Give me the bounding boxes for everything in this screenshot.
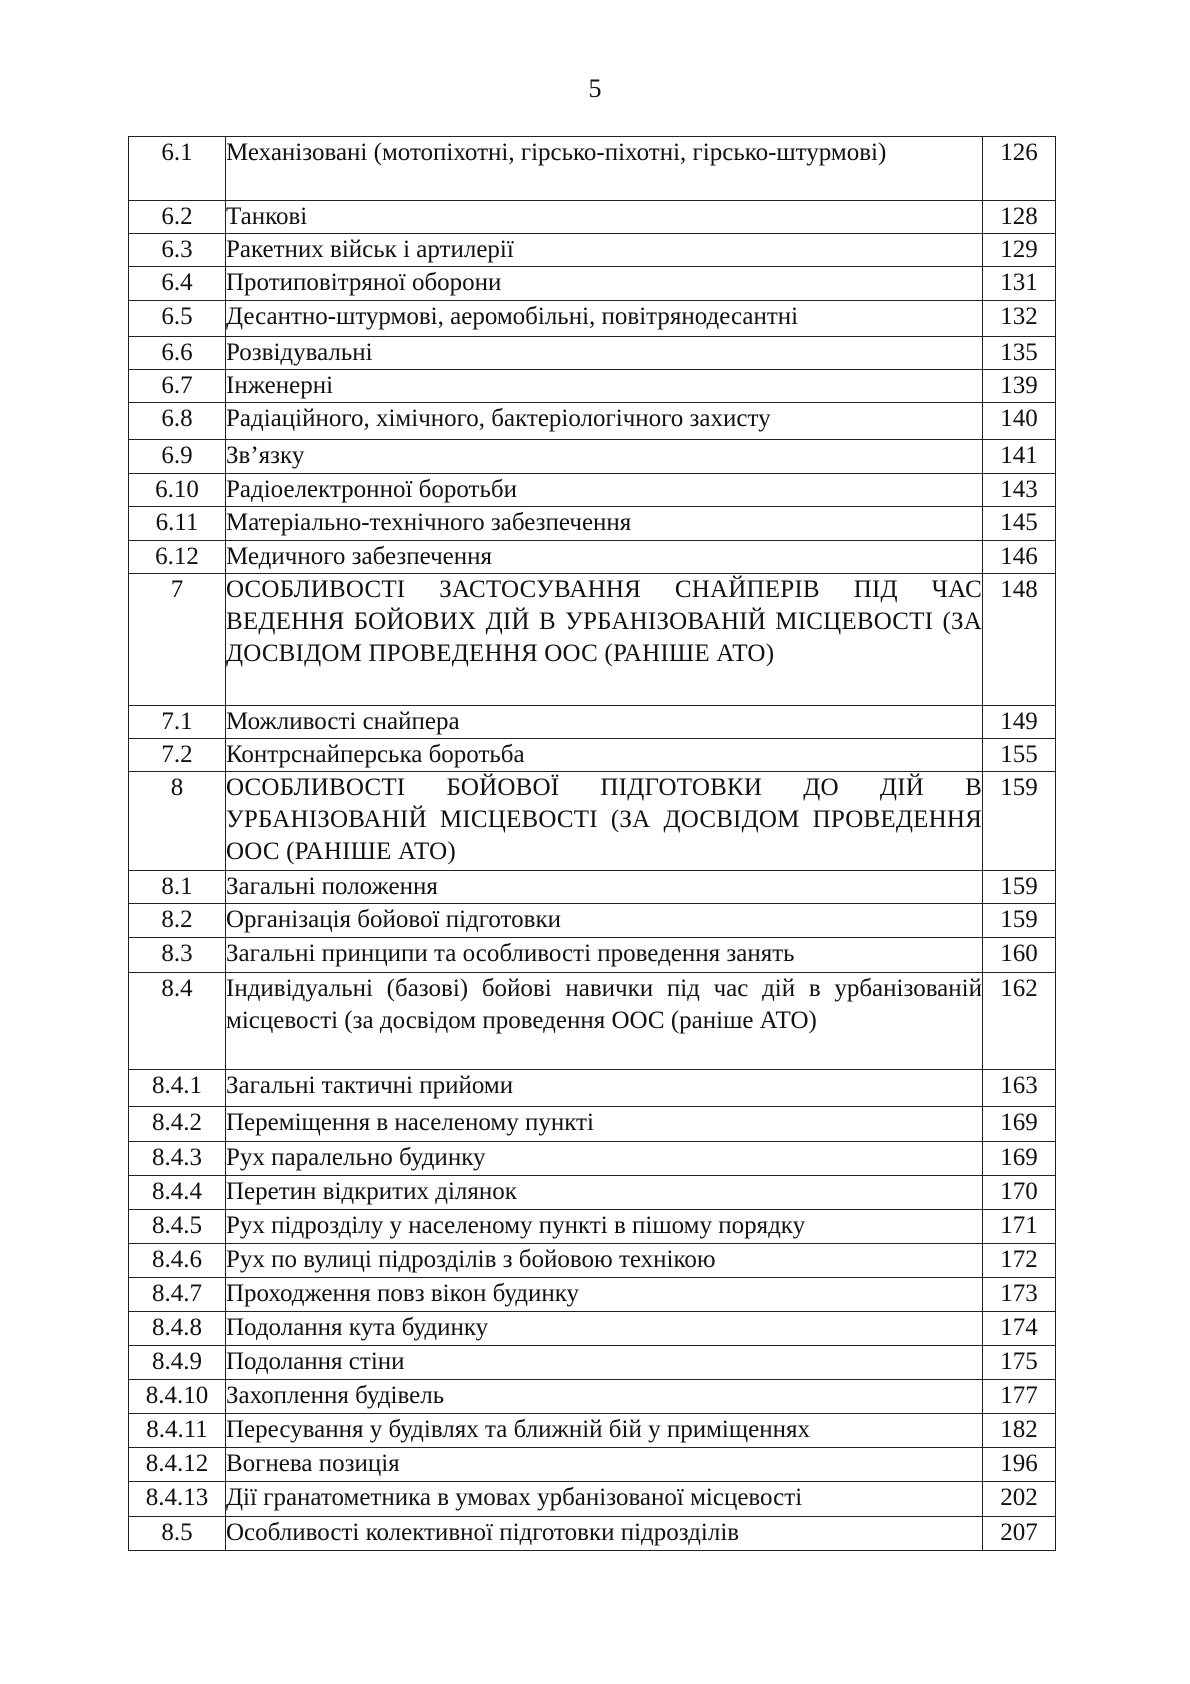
page-ref: 139 [983,370,1056,403]
toc-row [129,973,1056,1070]
page-ref: 159 [983,772,1056,871]
page-ref: 171 [983,1210,1056,1244]
section-number: 6.4 [129,267,226,301]
section-title: Розвідувальні [226,337,983,370]
section-title: Радіаційного, хімічного, бактеріологічного захисту [226,403,983,440]
section-number: 6.7 [129,370,226,403]
section-number: 6.12 [129,541,226,574]
section-title: Загальні тактичні прийоми [226,1070,983,1107]
section-title: Індивідуальні (базові) бойові навички під час дій в урбанізованій місцевості (за досвідом проведення ООС (раніше АТО) [226,973,983,1070]
page-ref: 177 [983,1380,1056,1414]
page-ref: 159 [983,871,1056,904]
toc-row [129,739,1056,772]
page-ref: 132 [983,301,1056,337]
section-title: Радіоелектронної боротьби [226,474,983,507]
toc-row [129,337,1056,370]
toc-row [129,1414,1056,1448]
page-ref: 126 [983,137,1056,201]
section-number: 8.3 [129,938,226,973]
toc-row [129,1142,1056,1176]
section-number: 8.4.8 [129,1312,226,1346]
section-title: Можливості снайпера [226,706,983,739]
section-title: Матеріально-технічного забезпечення [226,507,983,541]
section-title: Медичного забезпечення [226,541,983,574]
section-title: Переміщення в населеному пункті [226,1107,983,1142]
page-ref: 155 [983,739,1056,772]
section-number: 8 [129,772,226,871]
section-title: ОСОБЛИВОСТІ ЗАСТОСУВАННЯ СНАЙПЕРІВ ПІД ЧАС ВЕДЕННЯ БОЙОВИХ ДІЙ В УРБАНІЗОВАНІЙ МІСЦЕВОСТІ (ЗА ДОСВІДОМ ПРОВЕДЕННЯ ООС (РАНІШЕ АТО) [226,574,983,706]
toc-row [129,1448,1056,1482]
page-ref: 145 [983,507,1056,541]
page-ref: 148 [983,574,1056,706]
section-title: Зв’язку [226,440,983,474]
section-title: Рух по вулиці підрозділів з бойовою технікою [226,1244,983,1278]
toc-row [129,574,1056,706]
page-ref: 169 [983,1107,1056,1142]
page-ref: 169 [983,1142,1056,1176]
section-number: 8.4.5 [129,1210,226,1244]
page-ref: 160 [983,938,1056,973]
section-title: Інженерні [226,370,983,403]
section-number: 8.4.11 [129,1414,226,1448]
section-title: Десантно-штурмові, аеромобільні, повітрянодесантні [226,301,983,337]
page-ref: 196 [983,1448,1056,1482]
page-ref: 175 [983,1346,1056,1380]
section-number: 6.6 [129,337,226,370]
page-ref: 159 [983,904,1056,938]
page-number: 5 [588,74,602,103]
page-ref: 128 [983,201,1056,234]
toc-row [129,474,1056,507]
toc-row [129,1312,1056,1346]
toc-row [129,1210,1056,1244]
section-number: 8.4.7 [129,1278,226,1312]
toc-row [129,403,1056,440]
section-title: Вогнева позиція [226,1448,983,1482]
section-number: 8.4.4 [129,1176,226,1210]
page-ref: 170 [983,1176,1056,1210]
section-title: Перетин відкритих ділянок [226,1176,983,1210]
section-number: 8.4.3 [129,1142,226,1176]
page-ref: 162 [983,973,1056,1070]
section-number: 6.8 [129,403,226,440]
toc-row [129,1380,1056,1414]
section-title: Рух підрозділу у населеному пункті в пішому порядку [226,1210,983,1244]
section-number: 8.4 [129,973,226,1070]
page-ref: 207 [983,1517,1056,1551]
section-number: 6.11 [129,507,226,541]
page-ref: 129 [983,234,1056,267]
page-ref: 146 [983,541,1056,574]
section-title: Протиповітряної оборони [226,267,983,301]
section-title: Контрснайперська боротьба [226,739,983,772]
section-title: Загальні принципи та особливості проведення занять [226,938,983,973]
section-title: Механізовані (мотопіхотні, гірсько-піхотні, гірсько-штурмові) [226,137,983,201]
toc-row [129,1070,1056,1107]
toc-row [129,301,1056,337]
toc-row [129,904,1056,938]
section-title: ОСОБЛИВОСТІ БОЙОВОЇ ПІДГОТОВКИ ДО ДІЙ В УРБАНІЗОВАНІЙ МІСЦЕВОСТІ (ЗА ДОСВІДОМ ПРОВЕДЕННЯ ООС (РАНІШЕ АТО) [226,772,983,871]
section-title: Подолання стіни [226,1346,983,1380]
toc-body [129,137,1056,1551]
section-number: 7.1 [129,706,226,739]
toc-row [129,370,1056,403]
toc-row [129,1482,1056,1517]
toc-row [129,267,1056,301]
section-number: 6.9 [129,440,226,474]
section-title: Дії гранатометника в умовах урбанізованої місцевості [226,1482,983,1517]
page-ref: 135 [983,337,1056,370]
toc-row [129,706,1056,739]
toc-row [129,507,1056,541]
section-title: Захоплення будівель [226,1380,983,1414]
page-ref: 140 [983,403,1056,440]
section-title: Особливості колективної підготовки підрозділів [226,1517,983,1551]
section-number: 8.1 [129,871,226,904]
page-ref: 163 [983,1070,1056,1107]
section-title: Ракетних військ і артилерії [226,234,983,267]
toc-row [129,541,1056,574]
toc-row [129,1346,1056,1380]
toc-row [129,1176,1056,1210]
section-number: 8.4.10 [129,1380,226,1414]
page-ref: 202 [983,1482,1056,1517]
section-number: 6.5 [129,301,226,337]
section-number: 8.2 [129,904,226,938]
toc-row [129,1107,1056,1142]
section-number: 8.4.1 [129,1070,226,1107]
toc-row [129,1278,1056,1312]
page-ref: 143 [983,474,1056,507]
section-number: 6.3 [129,234,226,267]
page-ref: 174 [983,1312,1056,1346]
section-number: 8.4.9 [129,1346,226,1380]
toc-row [129,938,1056,973]
page-ref: 173 [983,1278,1056,1312]
section-title: Загальні положення [226,871,983,904]
section-title: Організація бойової підготовки [226,904,983,938]
toc-row [129,201,1056,234]
page-ref: 149 [983,706,1056,739]
section-number: 6.10 [129,474,226,507]
page-ref: 131 [983,267,1056,301]
toc-row [129,234,1056,267]
toc-row [129,1244,1056,1278]
section-number: 8.4.6 [129,1244,226,1278]
section-title: Подолання кута будинку [226,1312,983,1346]
section-number: 7.2 [129,739,226,772]
table-of-contents [128,136,1056,1551]
section-title: Проходження повз вікон будинку [226,1278,983,1312]
section-number: 6.1 [129,137,226,201]
toc-row [129,1517,1056,1551]
section-title: Пересування у будівлях та ближній бій у приміщеннях [226,1414,983,1448]
page-ref: 182 [983,1414,1056,1448]
section-number: 6.2 [129,201,226,234]
toc-row [129,772,1056,871]
page-ref: 141 [983,440,1056,474]
toc-row [129,137,1056,201]
toc-row [129,440,1056,474]
section-number: 8.4.12 [129,1448,226,1482]
page-ref: 172 [983,1244,1056,1278]
toc-row [129,871,1056,904]
section-title: Рух паралельно будинку [226,1142,983,1176]
section-number: 8.5 [129,1517,226,1551]
section-number: 8.4.2 [129,1107,226,1142]
section-number: 7 [129,574,226,706]
section-title: Танкові [226,201,983,234]
section-number: 8.4.13 [129,1482,226,1517]
